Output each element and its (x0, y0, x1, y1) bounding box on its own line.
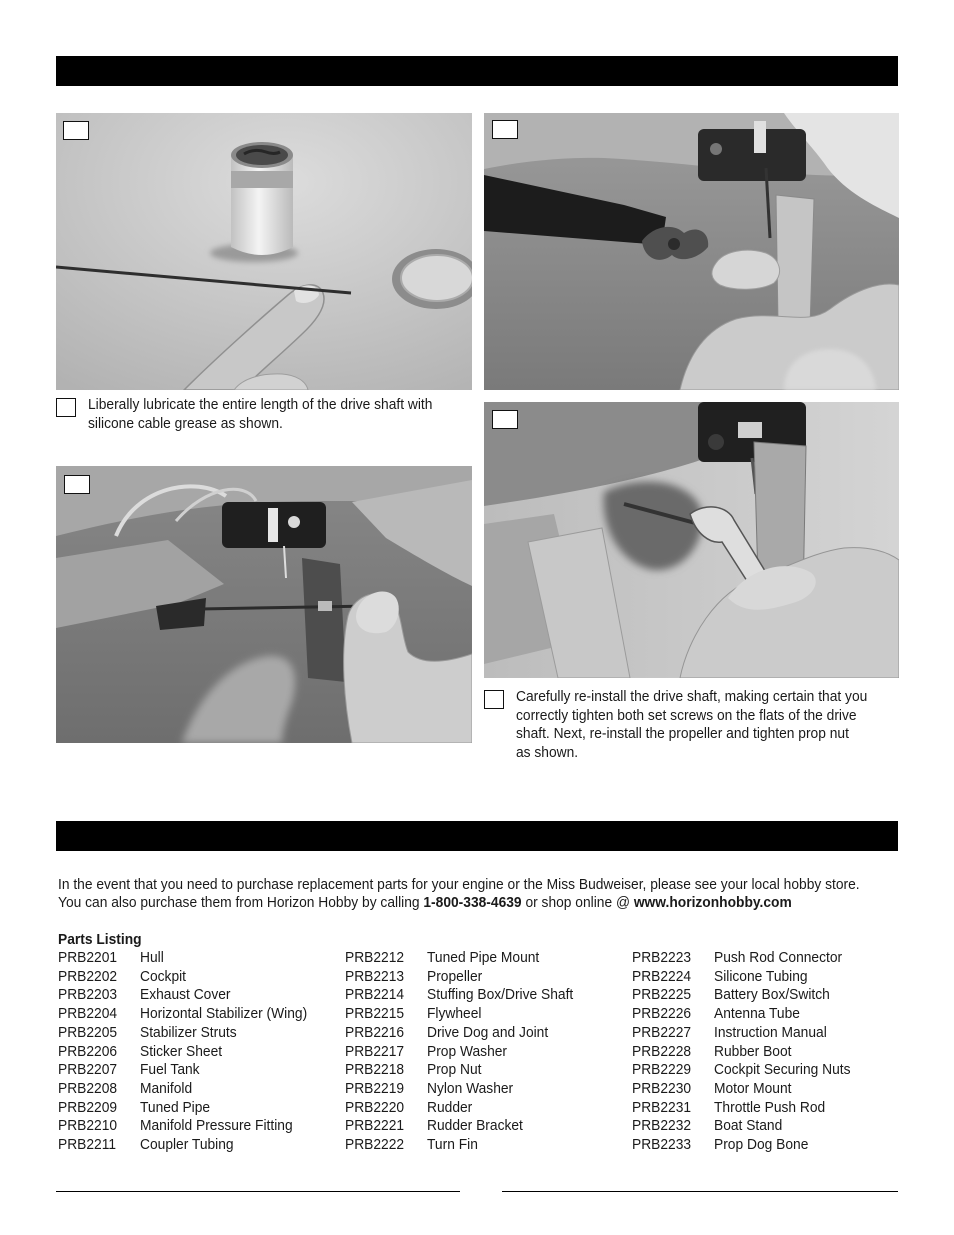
bracket-post (754, 121, 766, 153)
part-name: Instruction Manual (714, 1023, 827, 1041)
part-name: Fuel Tank (140, 1061, 200, 1079)
part-number: PRB2207 (58, 1061, 118, 1079)
rudder-plate (776, 195, 814, 327)
part-number: PRB2229 (632, 1061, 692, 1079)
photo-drive-shaft-removal (56, 466, 472, 743)
part-name: Prop Washer (427, 1042, 508, 1060)
part-number: PRB2206 (58, 1042, 118, 1060)
section-header-bar (56, 821, 898, 851)
parts-row (58, 1043, 328, 1062)
part-name: Horizontal Stabilizer (Wing) (140, 1005, 308, 1023)
parts-row (58, 1136, 328, 1155)
caption-line: Carefully re-install the drive shaft, making certain that you (516, 688, 868, 705)
part-number: PRB2214 (345, 986, 405, 1004)
part-name: Rudder (427, 1098, 473, 1116)
part-number: PRB2211 (58, 1136, 117, 1153)
section-header-bar (56, 56, 898, 86)
parts-row (632, 1043, 902, 1062)
set-screw (288, 516, 300, 528)
part-name: Tuned Pipe Mount (427, 949, 540, 966)
part-number: PRB2205 (58, 1023, 118, 1041)
caption-line: correctly tighten both set screws on the flats of the drive (516, 706, 857, 724)
part-number: PRB2232 (632, 1117, 692, 1135)
parts-listing-heading: Parts Listing (58, 931, 142, 948)
caption-line: silicone cable grease as shown. (88, 414, 283, 432)
part-number: PRB2217 (345, 1042, 405, 1060)
part-number: PRB2215 (345, 1005, 405, 1023)
parts-row (632, 1080, 902, 1099)
part-number: PRB2222 (345, 1136, 405, 1153)
parts-row (345, 1061, 615, 1080)
part-name: Cockpit (140, 967, 187, 985)
part-number: PRB2216 (345, 1023, 405, 1041)
parts-row (632, 1117, 902, 1136)
part-number: PRB2228 (632, 1042, 692, 1060)
parts-row (345, 1080, 615, 1099)
photo-step-label-box (64, 475, 90, 494)
bracket-post (268, 508, 278, 542)
parts-row (632, 1061, 902, 1080)
parts-row (58, 1117, 328, 1136)
parts-row (58, 949, 328, 968)
footer-rule-left (56, 1191, 460, 1192)
part-number: PRB2231 (632, 1098, 692, 1116)
part-number: PRB2208 (58, 1079, 118, 1097)
parts-row (632, 1024, 902, 1043)
parts-row (345, 968, 615, 987)
intro-text: You can also purchase them from Horizon Hobby by calling (58, 894, 424, 911)
part-name: Push Rod Connector (714, 949, 843, 966)
part-name: Antenna Tube (714, 1005, 800, 1023)
parts-column (345, 949, 615, 1159)
reinstall-caption (516, 688, 898, 762)
parts-row (345, 1043, 615, 1062)
part-number: PRB2227 (632, 1023, 692, 1041)
parts-row (632, 986, 902, 1005)
parts-row (345, 1117, 615, 1136)
parts-row (632, 1099, 902, 1118)
part-number: PRB2210 (58, 1117, 118, 1135)
part-number: PRB2202 (58, 967, 118, 985)
parts-row (632, 949, 902, 968)
parts-intro-line (58, 894, 792, 913)
caption-line: Liberally lubricate the entire length of the drive shaft with (88, 396, 433, 413)
rudder-plate (302, 558, 346, 682)
set-screw (738, 422, 762, 438)
grease-jar (231, 155, 293, 255)
part-name: Battery Box/Switch (714, 986, 830, 1004)
part-name: Rubber Boot (714, 1042, 792, 1060)
part-name: Tuned Pipe (140, 1098, 211, 1116)
step-checkbox (484, 690, 504, 709)
parts-row (632, 968, 902, 987)
jar-band (231, 171, 293, 188)
part-name: Throttle Push Rod (714, 1098, 826, 1116)
shaft-collar (318, 601, 332, 611)
caption-line: as shown. (516, 743, 579, 761)
parts-row (632, 1136, 902, 1155)
part-number: PRB2213 (345, 967, 405, 985)
rudder-hardware (698, 129, 806, 181)
photo-step-label-box (492, 120, 518, 139)
part-number: PRB2225 (632, 986, 692, 1004)
parts-row (58, 986, 328, 1005)
caption-line: shaft. Next, re-install the propeller and tighten prop nut (516, 725, 849, 743)
website-link: www.horizonhobby.com (633, 894, 792, 911)
part-name: Manifold (140, 1079, 193, 1097)
part-number: PRB2209 (58, 1098, 118, 1116)
part-name: Nylon Washer (427, 1079, 514, 1097)
parts-row (58, 1005, 328, 1024)
jar-grease (236, 145, 288, 165)
parts-intro-line: In the event that you need to purchase replacement parts for your engine or the Miss Budweiser, please see your local hobby store. (58, 876, 860, 893)
part-name: Coupler Tubing (140, 1136, 234, 1153)
parts-row (58, 1099, 328, 1118)
part-name: Exhaust Cover (140, 986, 231, 1004)
lubricate-caption (88, 396, 462, 433)
part-number: PRB2218 (345, 1061, 405, 1079)
prop-nut (668, 238, 680, 250)
part-number: PRB2204 (58, 1005, 118, 1023)
part-name: Motor Mount (714, 1079, 792, 1097)
intro-text: or shop online @ (521, 894, 634, 911)
parts-row (345, 1099, 615, 1118)
parts-row (632, 1005, 902, 1024)
part-number: PRB2226 (632, 1005, 692, 1023)
part-name: Silicone Tubing (714, 967, 808, 985)
part-number: PRB2221 (345, 1117, 405, 1135)
part-name: Boat Stand (714, 1117, 783, 1135)
part-name: Hull (140, 949, 164, 966)
parts-row (58, 1061, 328, 1080)
part-number: PRB2220 (345, 1098, 405, 1116)
part-name: Flywheel (427, 1005, 482, 1023)
part-number: PRB2224 (632, 967, 692, 985)
part-name: Propeller (427, 967, 483, 985)
parts-row (58, 1024, 328, 1043)
parts-row (345, 949, 615, 968)
part-name: Drive Dog and Joint (427, 1023, 549, 1041)
part-number: PRB2201 (58, 949, 118, 966)
parts-row (345, 1024, 615, 1043)
photo-tighten-prop-nut (484, 402, 899, 678)
part-number: PRB2233 (632, 1136, 692, 1153)
jar-lid-inner (401, 255, 472, 301)
part-name: Rudder Bracket (427, 1117, 523, 1135)
footer-rule-right (502, 1191, 898, 1192)
parts-row (345, 986, 615, 1005)
set-screw (710, 143, 722, 155)
part-number: PRB2219 (345, 1079, 405, 1097)
part-number: PRB2223 (632, 949, 692, 966)
part-number: PRB2212 (345, 949, 405, 966)
part-name: Manifold Pressure Fitting (140, 1117, 293, 1135)
parts-row (58, 968, 328, 987)
part-number: PRB2203 (58, 986, 118, 1004)
parts-row (345, 1136, 615, 1155)
part-name: Stabilizer Struts (140, 1023, 237, 1041)
part-number: PRB2230 (632, 1079, 692, 1097)
part-name: Prop Dog Bone (714, 1136, 809, 1153)
part-name: Cockpit Securing Nuts (714, 1061, 851, 1079)
photo-step-label-box (492, 410, 518, 429)
part-name: Sticker Sheet (140, 1042, 223, 1060)
part-name: Turn Fin (427, 1136, 478, 1153)
photo-propeller-removal (484, 113, 899, 390)
part-name: Stuffing Box/Drive Shaft (427, 986, 574, 1004)
step-checkbox (56, 398, 76, 417)
part-name: Prop Nut (427, 1061, 482, 1079)
phone-number: 1-800-338-4639 (423, 894, 522, 911)
bracket-bolt (708, 434, 724, 450)
parts-column (58, 949, 328, 1159)
photo-step-label-box (63, 121, 89, 140)
parts-row (345, 1005, 615, 1024)
photo-lubricate-drive-shaft (56, 113, 472, 390)
parts-column (632, 949, 902, 1159)
parts-row (58, 1080, 328, 1099)
